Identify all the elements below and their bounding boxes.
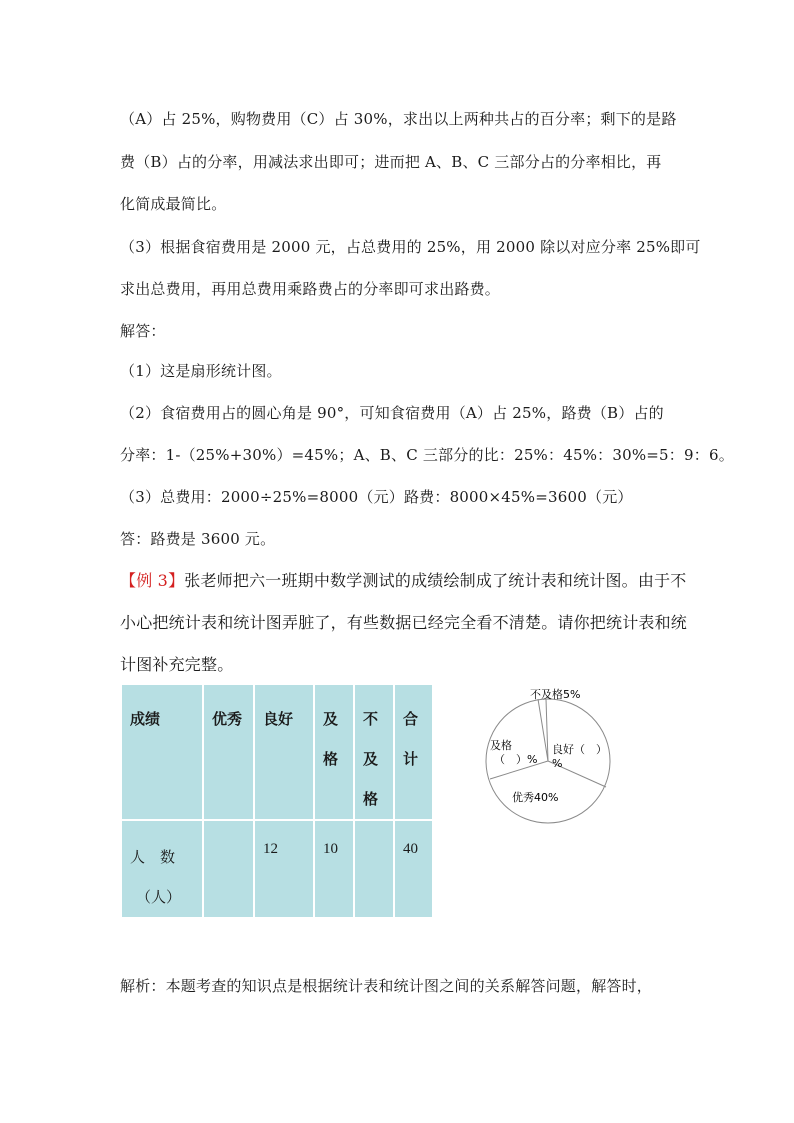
- header-cell: [395, 685, 432, 819]
- paragraph-line: （2）食宿费用占的圆心角是 90°，可知食宿费用（A）占 25%，路费（B）占的: [120, 404, 664, 422]
- value-pass: 10: [323, 841, 338, 857]
- example-line: 小心把统计表和统计图弄脏了，有些数据已经完全看不清楚。请你把统计表和统: [120, 613, 688, 632]
- header-cell: [255, 685, 313, 819]
- analysis-line: 解析：本题考查的知识点是根据统计表和统计图之间的关系解答问题，解答时，: [120, 977, 653, 995]
- example-line: [120, 568, 686, 591]
- header-fail: [355, 685, 393, 819]
- paragraph-line: 费（B）占的分率，用减法求出即可；进而把 A、B、C 三部分占的分率相比，再: [120, 153, 662, 171]
- header-cell: [122, 685, 202, 819]
- label-pass-percent: （ ）%: [494, 753, 538, 766]
- paragraph-line: 分率：1-（25%+30%）=45%；A、B、C 三部分的比：25%：45%：30%=5：9：6。: [120, 446, 734, 464]
- answer-heading: 解答：: [120, 322, 166, 340]
- paragraph-line: 求出总费用，再用总费用乘路费占的分率即可求出路费。: [120, 280, 501, 298]
- header-total: [395, 685, 432, 779]
- value-good: 12: [263, 841, 278, 857]
- value-cell: [355, 821, 393, 917]
- value-cell: [315, 821, 353, 917]
- header-char: 及: [323, 710, 339, 728]
- value-cell: [204, 821, 253, 917]
- header-char: 合: [403, 710, 419, 728]
- paragraph-line: （1）这是扇形统计图。: [120, 362, 282, 380]
- row-label-line: 人 数: [130, 848, 176, 866]
- header-good: 良好: [263, 710, 294, 728]
- label-excellent: 优秀40%: [512, 791, 559, 804]
- paragraph-line: （A）占 25%，购物费用（C）占 30%，求出以上两种共占的百分率；剩下的是路: [120, 110, 677, 128]
- example-text: 张老师把六一班期中数学测试的成绩绘制成了统计表和统计图。由于不: [184, 571, 687, 590]
- label-fail: 不及格5%: [530, 688, 581, 701]
- label-pass: 及格: [490, 739, 512, 752]
- header-cell: [315, 685, 353, 819]
- value-fail: [355, 821, 393, 841]
- answer-line: 答：路费是 3600 元。: [120, 530, 276, 548]
- value-cell: [255, 821, 313, 917]
- header-char: 格: [323, 750, 339, 768]
- label-good-percent: %: [552, 757, 563, 770]
- header-excellent: 优秀: [212, 710, 243, 728]
- row-label-cell: [122, 821, 202, 917]
- header-cell: [204, 685, 253, 819]
- example-tag: 【例 3】: [120, 571, 185, 590]
- row-label-unit: （人）: [136, 888, 182, 906]
- paragraph-line: 化简成最简比。: [120, 195, 227, 213]
- header-char: 不: [363, 710, 379, 728]
- header-cell: [355, 685, 393, 819]
- example-line: 计图补充完整。: [120, 655, 234, 674]
- header-char: 格: [363, 790, 379, 808]
- paragraph-line: （3）总费用：2000÷25%=8000（元）路费：8000×45%=3600（元）: [120, 488, 633, 506]
- header-char: 及: [363, 750, 379, 768]
- value-total: 40: [403, 841, 418, 857]
- header-char: 计: [403, 750, 419, 768]
- value-excellent: [204, 821, 253, 841]
- header-score: 成绩: [130, 710, 161, 728]
- pie-chart: [480, 683, 620, 833]
- header-pass: [315, 685, 353, 779]
- label-good: 良好（ ）: [552, 743, 607, 756]
- score-table: [120, 683, 434, 919]
- paragraph-line: （3）根据食宿费用是 2000 元，占总费用的 25%，用 2000 除以对应分率 25%即可: [120, 238, 701, 256]
- value-cell: [395, 821, 432, 917]
- row-label: [122, 821, 202, 917]
